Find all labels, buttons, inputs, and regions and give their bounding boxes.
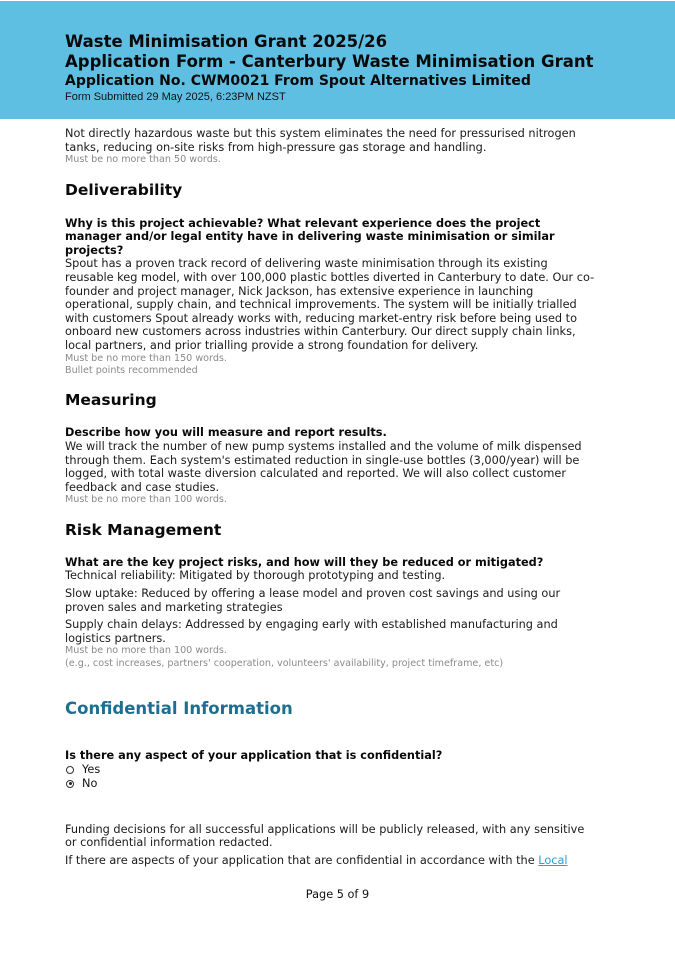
section-risk-management: Risk Management [65, 520, 222, 539]
funding-decisions-note: Funding decisions for all successful applications will be publicly released, with any sensitive or confidential information redacted. [65, 822, 585, 850]
deliverability-word-limit: Must be no more than 150 words. [65, 352, 227, 364]
deliverability-bullet-hint: Bullet points recommended [65, 364, 198, 376]
confidentiality-note [65, 854, 595, 868]
radio-label-yes: Yes [82, 762, 101, 776]
form-header [0, 1, 675, 119]
radio-label-no: No [82, 776, 98, 790]
radio-option-no[interactable] [65, 777, 595, 791]
deliverability-answer: Spout has a proven track record of delivering waste minimisation through its existing reusable keg model, with over 100,000 plastic bottles diverted in Canterbury to date. Our co-founder and project manager, Nick Jackson, has extensive experience in launching operational, supply chain, and technical improvements. The system will be initially trialled with customers Spout already works with, reducing market-entry risk before being used to onboard new customers across industries within Canterbury. Our direct supply chain links, local partners, and prior trialling provide a strong foundation for delivery. [65, 257, 595, 352]
form-content [65, 127, 595, 867]
radio-option-yes[interactable] [65, 763, 595, 777]
page-number: Page 5 of 9 [305, 888, 370, 901]
deliverability-question: Why is this project achievable? What relevant experience does the project manager and/or legal entity have in delivering waste minimisation or similar projects? [65, 216, 555, 257]
measuring-question: Describe how you will measure and report results. [65, 426, 387, 440]
submitted-timestamp: Form Submitted 29 May 2025, 6:23PM NZST [65, 91, 286, 103]
grant-title: Waste Minimisation Grant 2025/26 [65, 32, 388, 51]
risk-answer-1: Technical reliability: Mitigated by thorough prototyping and testing. [65, 569, 446, 583]
risk-word-limit: Must be no more than 100 words. [65, 645, 227, 657]
risk-answer-2: Slow uptake: Reduced by offering a lease model and proven cost savings and using our proven sales and marketing strategies [65, 586, 561, 614]
application-number: Application No. CWM0021 From Spout Alternatives Limited [65, 73, 531, 89]
risk-answer-3: Supply chain delays: Addressed by engaging early with established manufacturing and logistics partners. [65, 618, 558, 645]
confidential-question: Is there any aspect of your application that is confidential? [65, 749, 443, 763]
measuring-answer: We will track the number of new pump systems installed and the volume of milk dispensed through them. Each system's estimated reduction in single-use bottles (3,000/year) will be logged, with total waste diversion calculated and reported. We will also collect customer feedback and case studies. [65, 439, 582, 494]
section-measuring: Measuring [65, 391, 157, 410]
radio-unchecked-icon[interactable] [66, 766, 74, 774]
measuring-word-limit: Must be no more than 100 words. [65, 494, 227, 506]
hazard-word-limit: Must be no more than 50 words. [65, 154, 221, 166]
section-deliverability: Deliverability [65, 180, 183, 199]
section-confidential-information: Confidential Information [65, 699, 293, 719]
confidentiality-note-text: If there are aspects of your application that are confidential in accordance with the [65, 853, 539, 867]
risk-question: What are the key project risks, and how will they be reduced or mitigated? [65, 555, 544, 569]
form-title: Application Form - Canterbury Waste Minimisation Grant [65, 52, 594, 71]
local-link[interactable]: Local [538, 853, 568, 867]
hazard-answer: Not directly hazardous waste but this system eliminates the need for pressurised nitrogen tanks, reducing on-site risks from high-pressure gas storage and handling. [65, 127, 576, 154]
radio-checked-icon[interactable] [66, 780, 74, 788]
risk-examples-hint: (e.g., cost increases, partners' cooperation, volunteers' availability, project timeframe, etc) [65, 657, 504, 669]
